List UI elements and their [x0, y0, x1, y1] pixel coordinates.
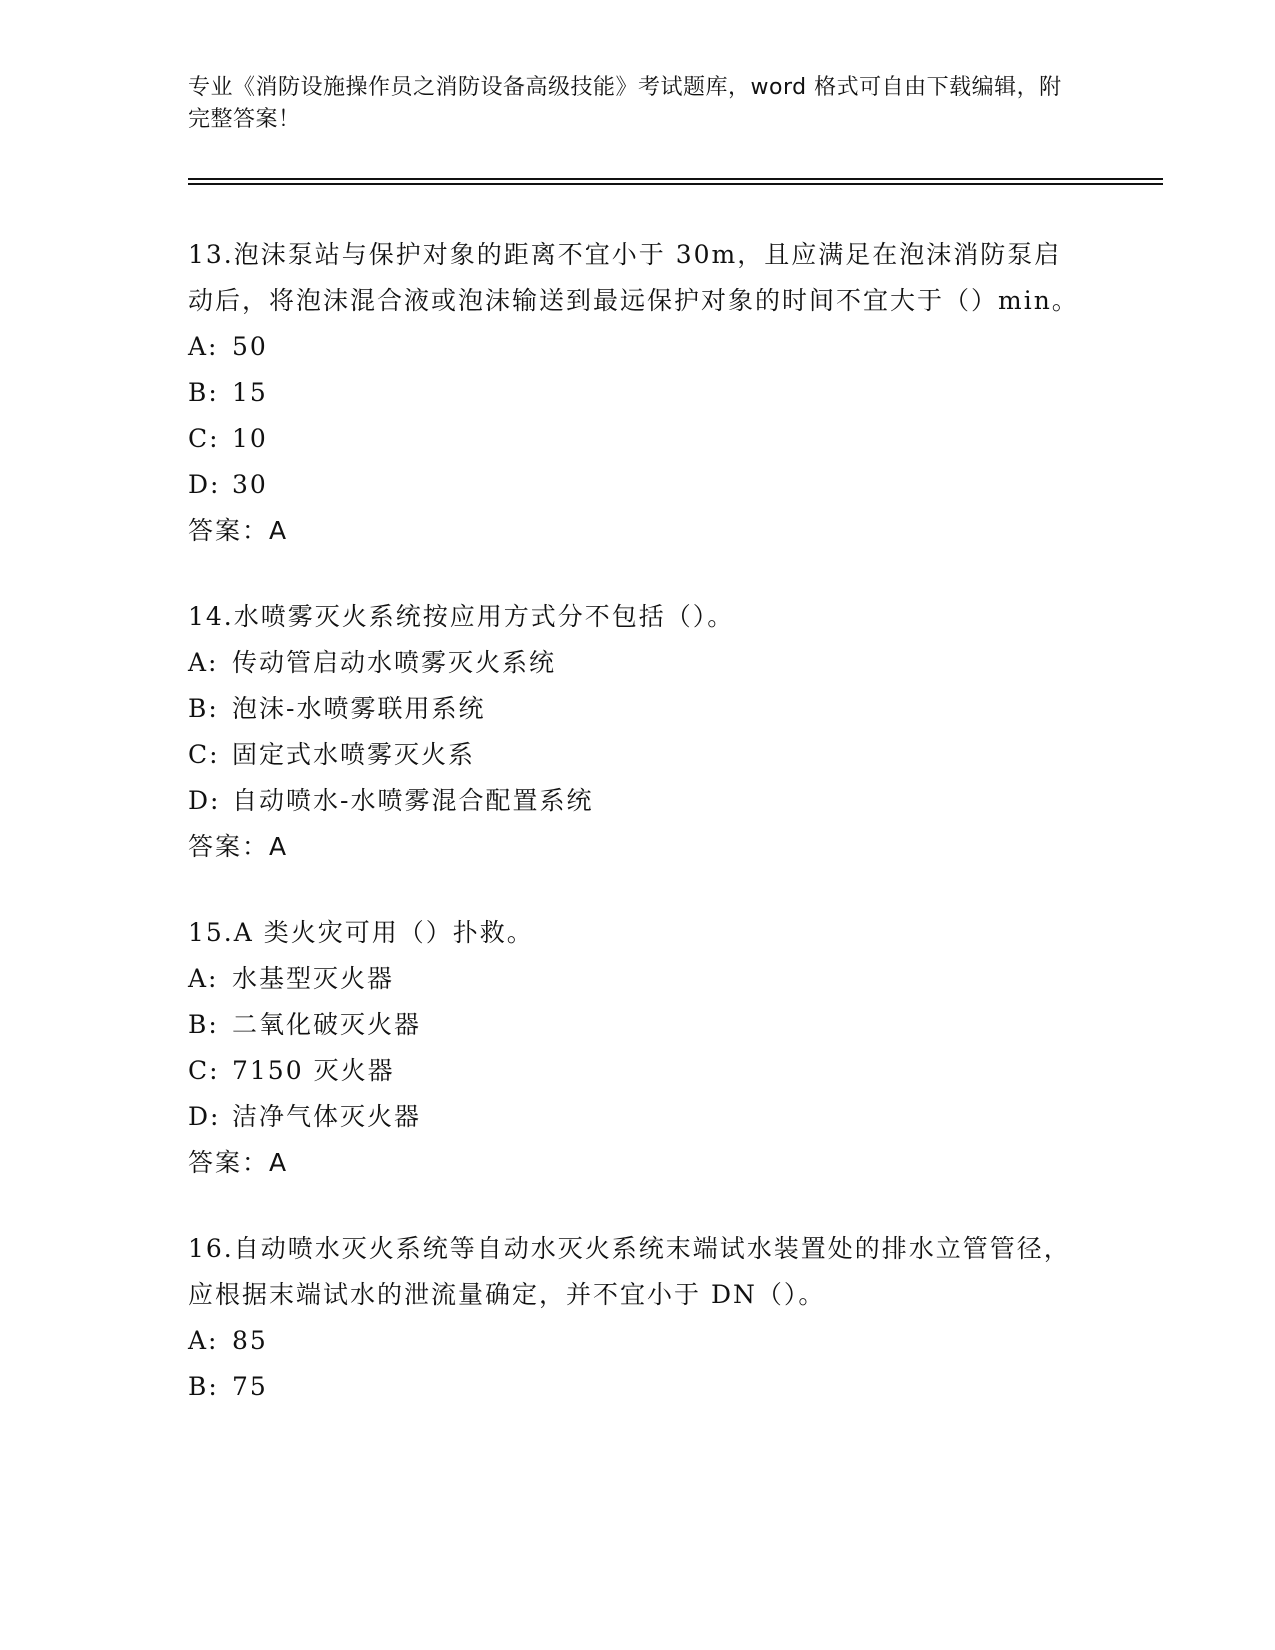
option-a: [188, 1318, 1088, 1364]
document-header: 专业《消防设施操作员之消防设备高级技能》考试题库，word 格式可自由下载编辑，附完整答案！: [188, 75, 1062, 132]
question-16: [188, 1226, 1088, 1410]
answer: 答案：A: [188, 516, 289, 545]
option-text: 15: [232, 378, 268, 407]
answer: 答案：A: [188, 1148, 289, 1177]
question-15: [188, 910, 1088, 1186]
option-b: [188, 686, 1088, 732]
option-text: 30: [232, 470, 268, 499]
option-letter: C:: [188, 740, 220, 769]
option-letter: C:: [188, 1056, 220, 1085]
option-letter: B:: [188, 694, 219, 723]
question-text: 14.水喷雾灭火系统按应用方式分不包括（）。: [188, 602, 735, 631]
question-text: 15.A 类火灾可用（）扑救。: [188, 918, 534, 947]
option-d: [188, 1094, 1088, 1140]
option-a: [188, 640, 1088, 686]
option-letter: B:: [188, 378, 219, 407]
option-text: 50: [232, 332, 268, 361]
option-text: 75: [232, 1372, 268, 1401]
option-letter: A:: [188, 1326, 219, 1355]
question-list: [188, 232, 1088, 1450]
option-text: 洁净气体灭火器: [232, 1102, 422, 1131]
option-a: [188, 956, 1088, 1002]
question-text: 13.泡沫泵站与保护对象的距离不宜小于 30m，且应满足在泡沫消防泵启动后，将泡沫混合液或泡沫输送到最远保护对象的时间不宜大于（）min。: [188, 240, 1079, 315]
question-13: [188, 232, 1088, 554]
option-c: [188, 732, 1088, 778]
option-text: 7150 灭火器: [232, 1056, 395, 1085]
option-d: [188, 778, 1088, 824]
option-c: [188, 1048, 1088, 1094]
option-text: 传动管启动水喷雾灭火系统: [232, 648, 557, 677]
option-b: [188, 1364, 1088, 1410]
option-letter: A:: [188, 648, 219, 677]
header-divider-second: [188, 183, 1163, 185]
option-letter: A:: [188, 332, 219, 361]
option-letter: D:: [188, 786, 221, 815]
option-text: 10: [232, 424, 268, 453]
option-d: [188, 462, 1088, 508]
answer: 答案：A: [188, 832, 289, 861]
question-14: [188, 594, 1088, 870]
option-letter: C:: [188, 424, 220, 453]
option-b: [188, 1002, 1088, 1048]
option-letter: B:: [188, 1372, 219, 1401]
header-divider: [188, 178, 1163, 180]
option-a: [188, 324, 1088, 370]
option-text: 自动喷水-水喷雾混合配置系统: [232, 786, 594, 815]
option-text: 二氧化破灭火器: [232, 1010, 422, 1039]
option-text: 85: [232, 1326, 268, 1355]
option-c: [188, 416, 1088, 462]
option-letter: D:: [188, 470, 221, 499]
option-letter: A:: [188, 964, 219, 993]
option-text: 泡沫-水喷雾联用系统: [232, 694, 486, 723]
option-text: 固定式水喷雾灭火系: [232, 740, 476, 769]
option-text: 水基型灭火器: [232, 964, 395, 993]
question-text: 16.自动喷水灭火系统等自动水灭火系统末端试水装置处的排水立管管径，应根据末端试水的泄流量确定，并不宜小于 DN（）。: [188, 1234, 1071, 1309]
option-letter: B:: [188, 1010, 219, 1039]
option-b: [188, 370, 1088, 416]
option-letter: D:: [188, 1102, 221, 1131]
